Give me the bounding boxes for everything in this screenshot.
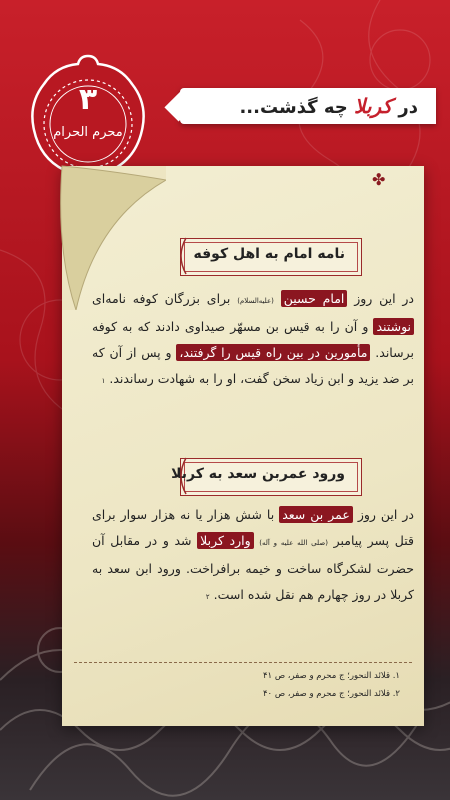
paper-ornament-top: ✤ bbox=[372, 170, 386, 189]
section1-title-flourish bbox=[176, 236, 188, 276]
section2-paragraph: در این روز عمر بن سعد با شش هزار یا نه هزار سوار برای قتل پسر پیامبر (صلی الله علیه و آله) وارد کربلا شد و در مقابل آن حضرت لشکرگاه ساخت و خیمه برافراخت. ورود ابن سعد به کربلا در روز چهارم هم نقل شده است. ۲ bbox=[92, 507, 414, 602]
footnote-divider bbox=[74, 662, 412, 663]
section2-title-flourish bbox=[176, 456, 188, 496]
header-title bbox=[239, 94, 418, 118]
highlight-omar-ibn-saad: عمر بن سعد bbox=[279, 506, 353, 523]
footnote-1: ۱. قلائد النحور؛ ج محرم و صفر، ص ۴۱ bbox=[262, 671, 400, 681]
highlight-entered-karbala: وارد کربلا bbox=[197, 532, 254, 549]
header-title-keyword: کربلا bbox=[354, 94, 393, 118]
highlight-imam-hussein: امام حسین bbox=[281, 290, 348, 307]
badge-number: ۳ bbox=[78, 82, 98, 117]
highlight-agents: مأمورین در بین راه قیس را گرفتند، bbox=[176, 344, 370, 361]
badge-label: محرم الحرام bbox=[53, 125, 123, 140]
header-title-prefix: در bbox=[398, 97, 418, 118]
header-title-suffix: چه گذشت... bbox=[239, 97, 348, 118]
section2-title: ورود عمربن سعد به کربلا bbox=[180, 458, 362, 496]
highlight-wrote: نوشتند bbox=[373, 318, 414, 335]
section1-title: نامه امام به اهل کوفه bbox=[180, 238, 362, 276]
footnote-2: ۲. قلائد النحور؛ ج محرم و صفر، ص ۴۰ bbox=[262, 689, 400, 699]
header-bar bbox=[180, 88, 436, 124]
section1-paragraph: در این روز امام حسین (علیه‌السلام) برای بزرگان کوفه نامه‌ای نوشتند و آن را به قیس بن مسهّر صیداوی دادند که به کوفه برساند. مأمورین در بین راه قیس را گرفتند، و پس از آن که بر ضد یزید و ابن زیاد سخن گفت، او را به شهادت رساندند. ۱ bbox=[92, 291, 414, 386]
